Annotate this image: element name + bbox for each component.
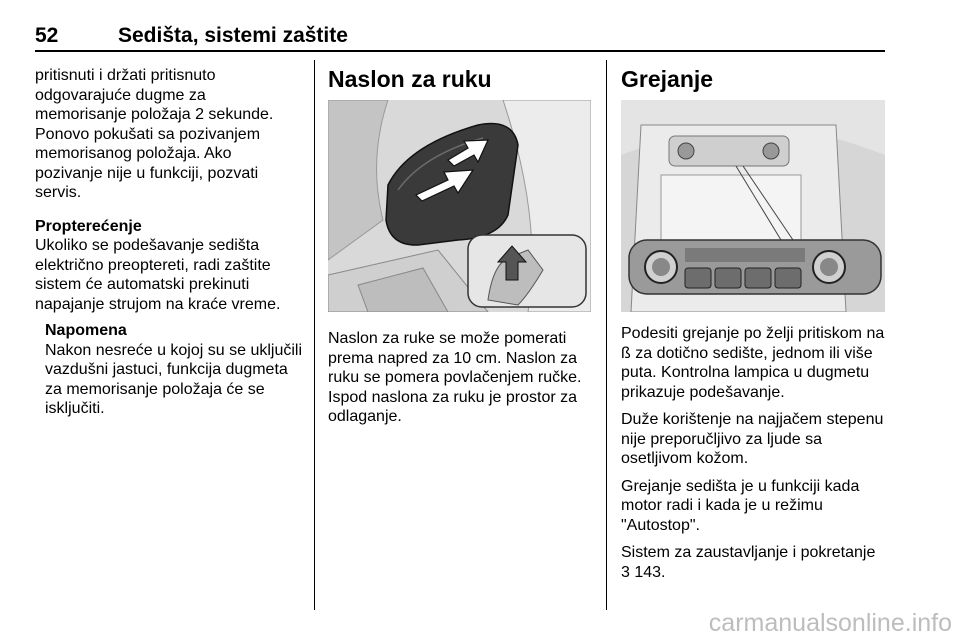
text-line: servis. <box>35 184 82 201</box>
text-line: Ispod naslona za ruku je prostor za <box>328 388 578 406</box>
column-divider-2 <box>606 60 607 610</box>
text-line: Nakon nesreće u kojoj su se uključili <box>45 341 303 359</box>
armrest-illustration-icon <box>328 100 591 312</box>
note-box <box>35 321 307 419</box>
text-line: Naslon za ruke se može pomerati <box>328 330 567 347</box>
text-line: sistem će automatski prekinuti <box>35 276 250 293</box>
text-line: Sistem za zaustavljanje i pokretanje <box>621 544 876 561</box>
text-line: za memorisanje položaja će se <box>45 380 265 398</box>
text-line: Podesiti grejanje po želji pritiskom na <box>621 325 885 342</box>
text-line: ruku se pomera povlačenjem ručke. <box>328 369 582 386</box>
armrest-heading: Naslon za ruku <box>328 66 492 92</box>
text-line: motor radi i kada je u režimu <box>621 497 823 514</box>
heating-paragraph-3 <box>621 477 885 536</box>
heating-heading: Grejanje <box>621 66 714 92</box>
header-rule <box>35 50 885 52</box>
note-paragraph <box>45 341 307 419</box>
column-1 <box>35 66 307 419</box>
text-line: pritisnuti i držati pritisnuto <box>35 67 216 84</box>
text-line: vazdušni jastuci, funkcija dugmeta <box>45 361 288 378</box>
text-line: "Autostop". <box>621 516 700 534</box>
note-heading: Napomena <box>45 322 127 339</box>
page-header-title: Sedišta, sistemi zaštite <box>118 24 348 47</box>
text-line: Duže korištenje na najjačem stepenu <box>621 411 884 428</box>
armrest-figure <box>328 100 591 312</box>
intro-paragraph <box>35 66 307 203</box>
text-line: odlaganje. <box>328 408 402 425</box>
text-line: prikazuje podešavanje. <box>621 383 785 401</box>
text-line: memorisanog položaja. Ako <box>35 145 232 162</box>
text-line: odgovarajuće dugme za <box>35 86 206 104</box>
overload-paragraph <box>35 236 307 314</box>
text-line: osetljivom kožom. <box>621 450 749 467</box>
text-line: napajanje strujom na kraće vreme. <box>35 295 281 313</box>
text-line: pozivanje nije u funkciji, pozvati <box>35 164 259 182</box>
heating-paragraph-2 <box>621 410 885 469</box>
heating-paragraph-1 <box>621 324 885 402</box>
text-line: ß za dotično sedište, jednom ili više <box>621 344 873 362</box>
page-reference-link[interactable]: 3 143. <box>621 563 666 581</box>
overload-heading: Propterećenje <box>35 217 142 235</box>
text-line: prema napred za 10 cm. Naslon za <box>328 349 578 367</box>
text-line: nije preporučljivo za ljude sa <box>621 430 822 448</box>
text-line: Grejanje sedišta je u funkciji kada <box>621 477 860 495</box>
text-line: puta. Kontrolna lampica u dugmetu <box>621 364 870 381</box>
text-line: električno preoptereti, radi zaštite <box>35 256 271 274</box>
page-number: 52 <box>35 24 59 47</box>
text-line: memorisanje položaja 2 sekunde. <box>35 106 274 123</box>
column-divider-1 <box>314 60 315 610</box>
heating-figure <box>621 100 885 312</box>
column-2-text <box>328 329 600 427</box>
column-3-text <box>621 324 885 582</box>
watermark: carmanualsonline.info <box>708 609 952 637</box>
climate-panel-illustration-icon <box>621 100 885 312</box>
heating-paragraph-4 <box>621 543 885 582</box>
armrest-paragraph <box>328 329 600 427</box>
text-line: isključiti. <box>45 400 105 417</box>
text-line: Ponovo pokušati sa pozivanjem <box>35 125 261 143</box>
text-line: Ukoliko se podešavanje sedišta <box>35 237 260 254</box>
